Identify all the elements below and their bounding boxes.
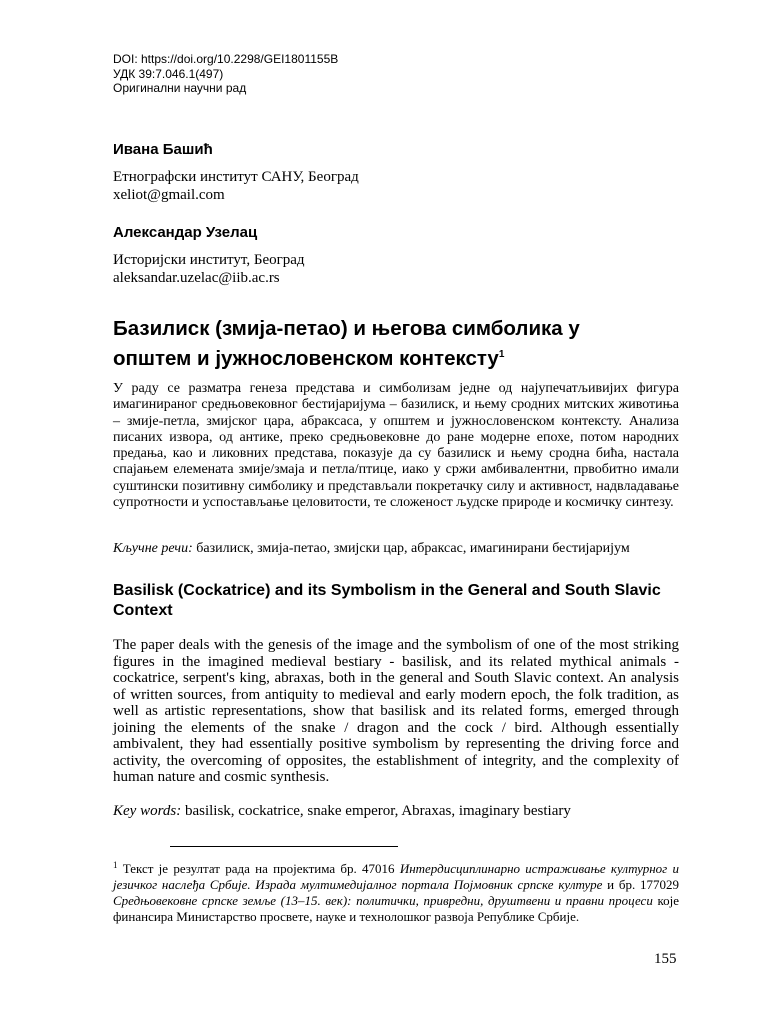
footnote-project-title: Средњовековне српске земље (13–15. век): политички, привредни, друштвени и правни процеси	[113, 893, 653, 908]
keywords-text: базилиск, змија-петао, змијски цар, абраксас, имагинирани бестијаријум	[192, 541, 630, 556]
keywords-text: basilisk, cockatrice, snake emperor, Abraxas, imaginary bestiary	[181, 803, 571, 819]
author-name: Александар Узелац	[113, 224, 258, 241]
article-title-en: Basilisk (Cockatrice) and its Symbolism in the General and South Slavic Context	[113, 582, 661, 619]
keywords-label: Key words:	[113, 803, 182, 819]
author-email: xeliot@gmail.com	[113, 187, 225, 203]
footnote	[113, 857, 679, 925]
footnote-mark: 1	[498, 349, 505, 360]
udk-line: УДК 39:7.046.1(497)	[113, 66, 224, 81]
abstract-en: The paper deals with the genesis of the image and the symbolism of one of the most striking figures in the imagined medieval bestiary - basilisk, and its related mythical animals - cockatrice, serpent's king, abraxas, both in the general and South Slavic context. An analysis of written sources, from antiquity to medieval and early modern epoch, the folk tradition, as well as artistic representations, show that basilisk and its related forms, emerged through joining the elements of the snake / dragon and the cock / bird. Although essentially ambivalent, they had essentially positive symbolism by representing the driving force and activity, the overcoming of opposites, the establishment of integrity, and the complexity of human nature and cosmic synthesis.	[113, 637, 679, 785]
footnote-text: и бр. 177029	[602, 877, 679, 892]
title-line-1: Базилиск (змија-петао) и његова симболика у	[113, 317, 580, 340]
footnote-number: 1	[113, 860, 118, 870]
keywords-label: Кључне речи:	[113, 541, 193, 556]
doi-line: DOI: https://doi.org/10.2298/GEI1801155B	[113, 52, 339, 66]
footnote-text: Текст је резултат рада на пројектима бр. 47016	[117, 861, 400, 876]
abstract-sr: У раду се разматра генеза представа и симболизам једне од најупечатљивијих фигура имагинираног средњовековног бестијаријума – базилиск, и њему сродних митских животиња – змије-петла, змијског цара, абраксаса, у општем и јужнословенском контексту. Анализа писаних извора, од антике, преко средњовековне до ране модерне епохе, потом народних предања, као и ликовних представа, показује да су базилиск и њему сродна бића, настала спајањем елемената змије/змаја и петла/птице, иако у сржи амбивалентни, првобитно имали суштински позитивну симболику и представљали покретачку силу и активност, надвладавање супротности и успостављање целовитости, те сложеност људске природе и космичку синтезу.	[113, 381, 679, 511]
footnote-separator	[170, 846, 398, 847]
article-meta	[113, 52, 338, 96]
author-institution: Етнографски институт САНУ, Београд	[113, 169, 359, 185]
title-line-2: општем и јужнословенском контексту	[113, 347, 499, 370]
keywords-en	[113, 803, 571, 820]
author-email: aleksandar.uzelac@iib.ac.rs	[113, 270, 280, 286]
article-title-sr	[113, 316, 673, 372]
page-number: 155	[654, 951, 677, 967]
article-type: Оригинални научни рад	[113, 81, 247, 95]
footnote-project-title: Интердисциплинарно истраживање културног и језичког наслеђа Србије. Израда мултимедијалног портала Појмовник српске културе	[113, 861, 680, 892]
author-institution: Историјски институт, Београд	[113, 252, 305, 268]
keywords-sr	[113, 540, 630, 557]
footnote-text: које финансира Министарство просвете, науке и технолошког развоја Републике Србије.	[113, 893, 679, 924]
author-name: Ивана Башић	[113, 141, 213, 158]
